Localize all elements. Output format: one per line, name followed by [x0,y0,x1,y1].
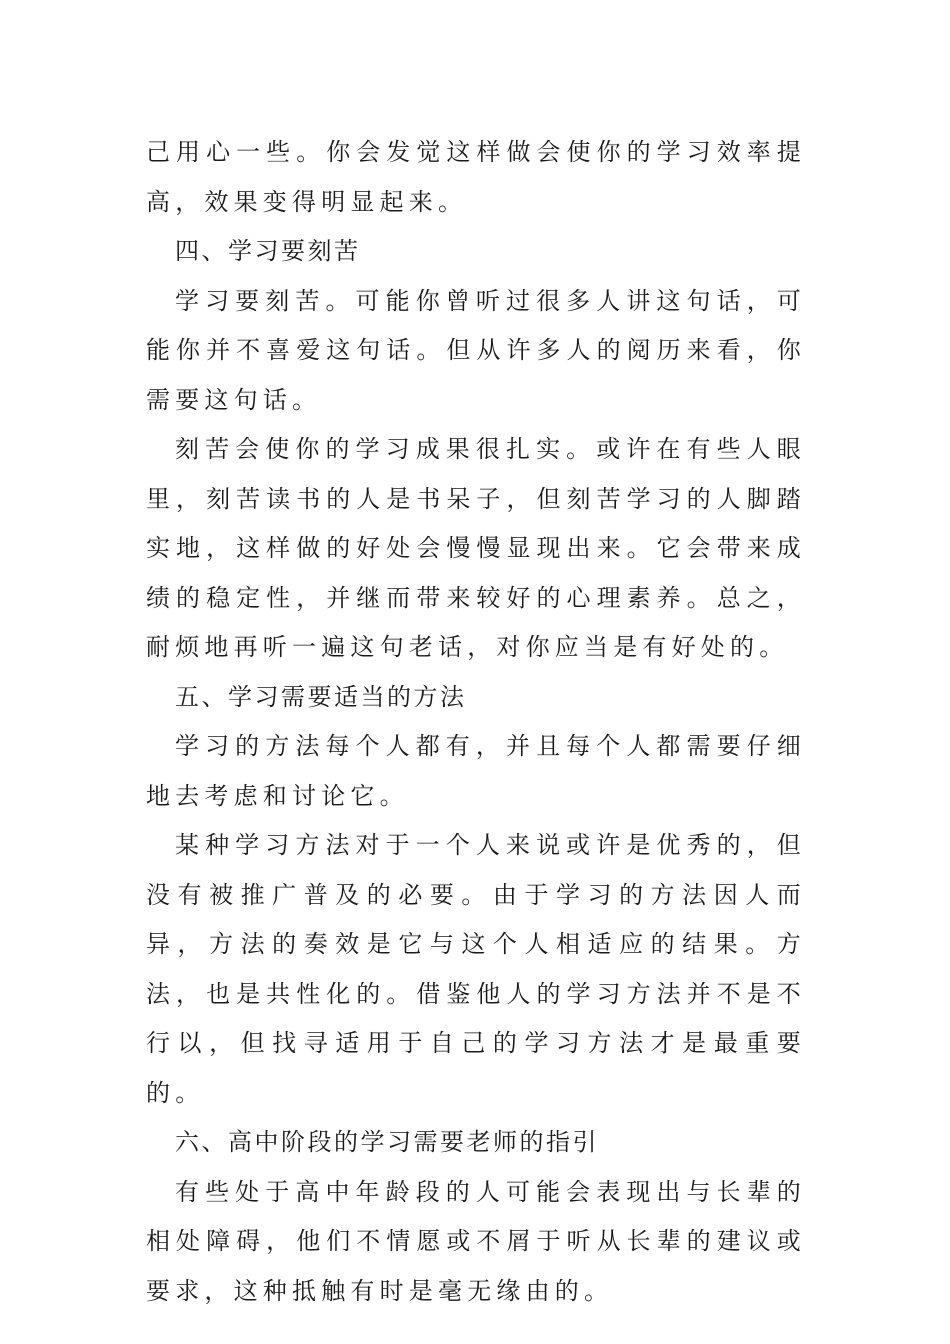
document-body [146,128,806,1316]
paragraph-continued: 己用心一些。你会发觉这样做会使你的学习效率提高，效果变得明显起来。 [146,138,806,216]
section-heading-5: 五、学习需要适当的方法 [175,682,467,711]
paragraph: 某种学习方法对于一个人来说或许是优秀的，但没有被推广普及的必要。由于学习的方法因人而异，方法的奏效是它与这个人相适应的结果。方法，也是共性化的。借鉴他人的学习方法并不是不行以，但找寻适用于自己的学习方法才是最重要的。 [146,831,806,1107]
paragraph: 刻苦会使你的学习成果很扎实。或许在有些人眼里，刻苦读书的人是书呆子，但刻苦学习的人脚踏实地，这样做的好处会慢慢显现出来。它会带来成绩的稳定性，并继而带来较好的心理素养。总之，耐烦地再听一遍这句老话，对你应当是有好处的。 [146,435,806,661]
section-heading-4: 四、学习要刻苦 [175,237,361,265]
section-heading-6: 六、高中阶段的学习需要老师的指引 [175,1128,599,1156]
paragraph: 学习的方法每个人都有，并且每个人都需要仔细地去考虑和讨论它。 [146,732,806,810]
paragraph: 学习要刻苦。可能你曾听过很多人讲这句话，可能你并不喜爱这句话。但从许多人的阅历来看，你需要这句话。 [146,286,806,414]
paragraph: 有些处于高中年龄段的人可能会表现出与长辈的相处障碍，他们不情愿或不屑于听从长辈的建议或要求，这种抵触有时是毫无缘由的。 [146,1177,806,1305]
